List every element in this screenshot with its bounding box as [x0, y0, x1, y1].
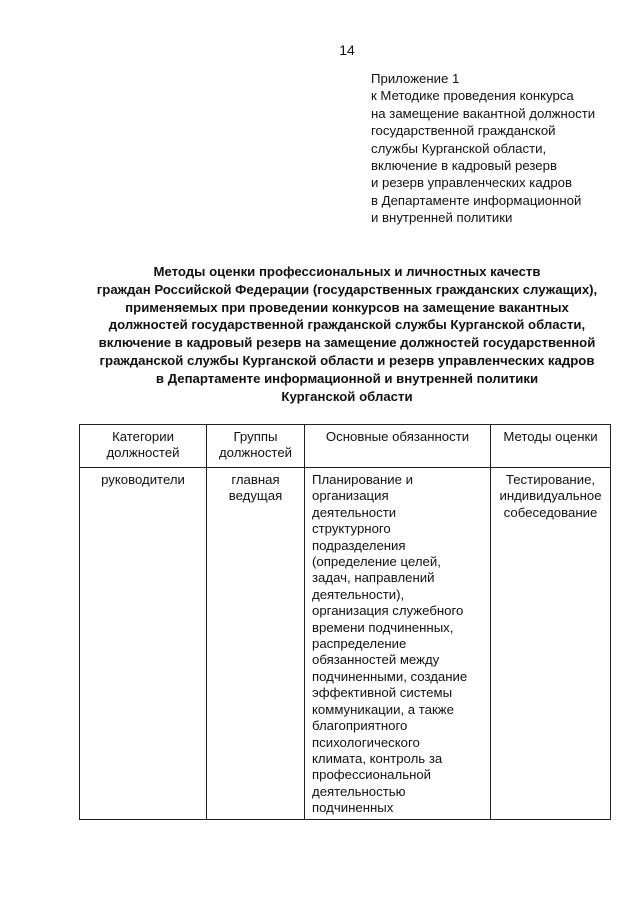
- table-header-row: [80, 425, 611, 468]
- appendix-line: службы Курганской области,: [371, 140, 547, 156]
- cell-line: руководители: [101, 472, 185, 487]
- header-line: Категории: [112, 429, 174, 444]
- cell-line: деятельности: [312, 504, 397, 520]
- title-line: должностей государственной гражданской службы Курганской области,: [108, 317, 586, 333]
- cell-line: организация: [312, 488, 389, 504]
- header-category: [80, 425, 207, 468]
- title-line: в Департаменте информационной и внутренней политики: [155, 370, 539, 386]
- cell-line: профессиональной: [312, 767, 432, 783]
- cell-line: обязанностей между: [312, 652, 440, 668]
- title-line: включение в кадровый резерв на замещение должностей государственной: [98, 335, 596, 351]
- cell-line: ведущая: [228, 488, 283, 504]
- title-line: Курганской области: [281, 388, 413, 404]
- cell-line: организация служебного: [312, 603, 464, 619]
- header-line: Методы оценки: [503, 429, 598, 444]
- page-number: 14: [339, 42, 355, 58]
- header-line: Основные обязанности: [325, 429, 470, 444]
- appendix-line: государственной гражданской: [371, 123, 556, 139]
- cell-line: климата, контроль за: [312, 750, 443, 766]
- cell-line: задач, направлений: [312, 570, 435, 586]
- cell-line: психологического: [312, 734, 420, 750]
- cell-groups: [207, 468, 305, 820]
- title-line: применяемых при проведении конкурсов на замещение вакантных: [125, 299, 569, 315]
- cell-line: Тестирование,: [505, 472, 596, 487]
- cell-line: (определение целей,: [312, 554, 441, 570]
- appendix-line: в Департаменте информационной: [371, 192, 582, 208]
- title-line: граждан Российской Федерации (государственных гражданских служащих),: [96, 281, 598, 297]
- methods-table: [79, 424, 611, 820]
- cell-category: [80, 468, 207, 820]
- appendix-line: Приложение 1: [371, 71, 460, 86]
- cell-line: благоприятного: [312, 718, 408, 734]
- cell-line: собеседование: [503, 504, 598, 520]
- cell-line: распределение: [312, 636, 407, 652]
- appendix-header: [371, 70, 595, 227]
- cell-duties: [305, 468, 491, 820]
- cell-line: времени подчиненных,: [312, 619, 454, 635]
- appendix-line: и внутренней политики: [371, 210, 513, 226]
- cell-methods: [491, 468, 611, 820]
- header-line: Группы: [233, 429, 278, 444]
- title-line: гражданской службы Курганской области и резерв управленческих кадров: [99, 352, 595, 368]
- header-groups: [207, 425, 305, 468]
- cell-line: эффективной системы: [312, 685, 453, 701]
- cell-line: деятельности),: [312, 586, 405, 602]
- header-duties: [305, 425, 491, 468]
- cell-line: деятельностью: [312, 783, 406, 799]
- header-line: должностей: [106, 445, 180, 461]
- appendix-line: и резерв управленческих кадров: [371, 175, 573, 191]
- table-row: [80, 468, 611, 820]
- appendix-line: к Методике проведения конкурса: [371, 88, 574, 104]
- cell-line: подчиненными, создание: [312, 668, 468, 684]
- cell-line: индивидуальное: [499, 488, 602, 504]
- header-line: должностей: [218, 445, 293, 461]
- header-methods: [491, 425, 611, 468]
- appendix-line: на замещение вакантной должности: [371, 105, 596, 121]
- document-title: [0, 263, 640, 405]
- cell-line: подразделения: [312, 537, 406, 553]
- title-line: Методы оценки профессиональных и личностных качеств: [153, 264, 541, 279]
- cell-line: структурного: [312, 521, 391, 537]
- cell-line: подчиненных: [312, 800, 394, 816]
- cell-line: коммуникации, а также: [312, 701, 454, 717]
- cell-line: главная: [231, 472, 280, 487]
- appendix-line: включение в кадровый резерв: [371, 158, 557, 174]
- cell-line: Планирование и: [312, 472, 414, 487]
